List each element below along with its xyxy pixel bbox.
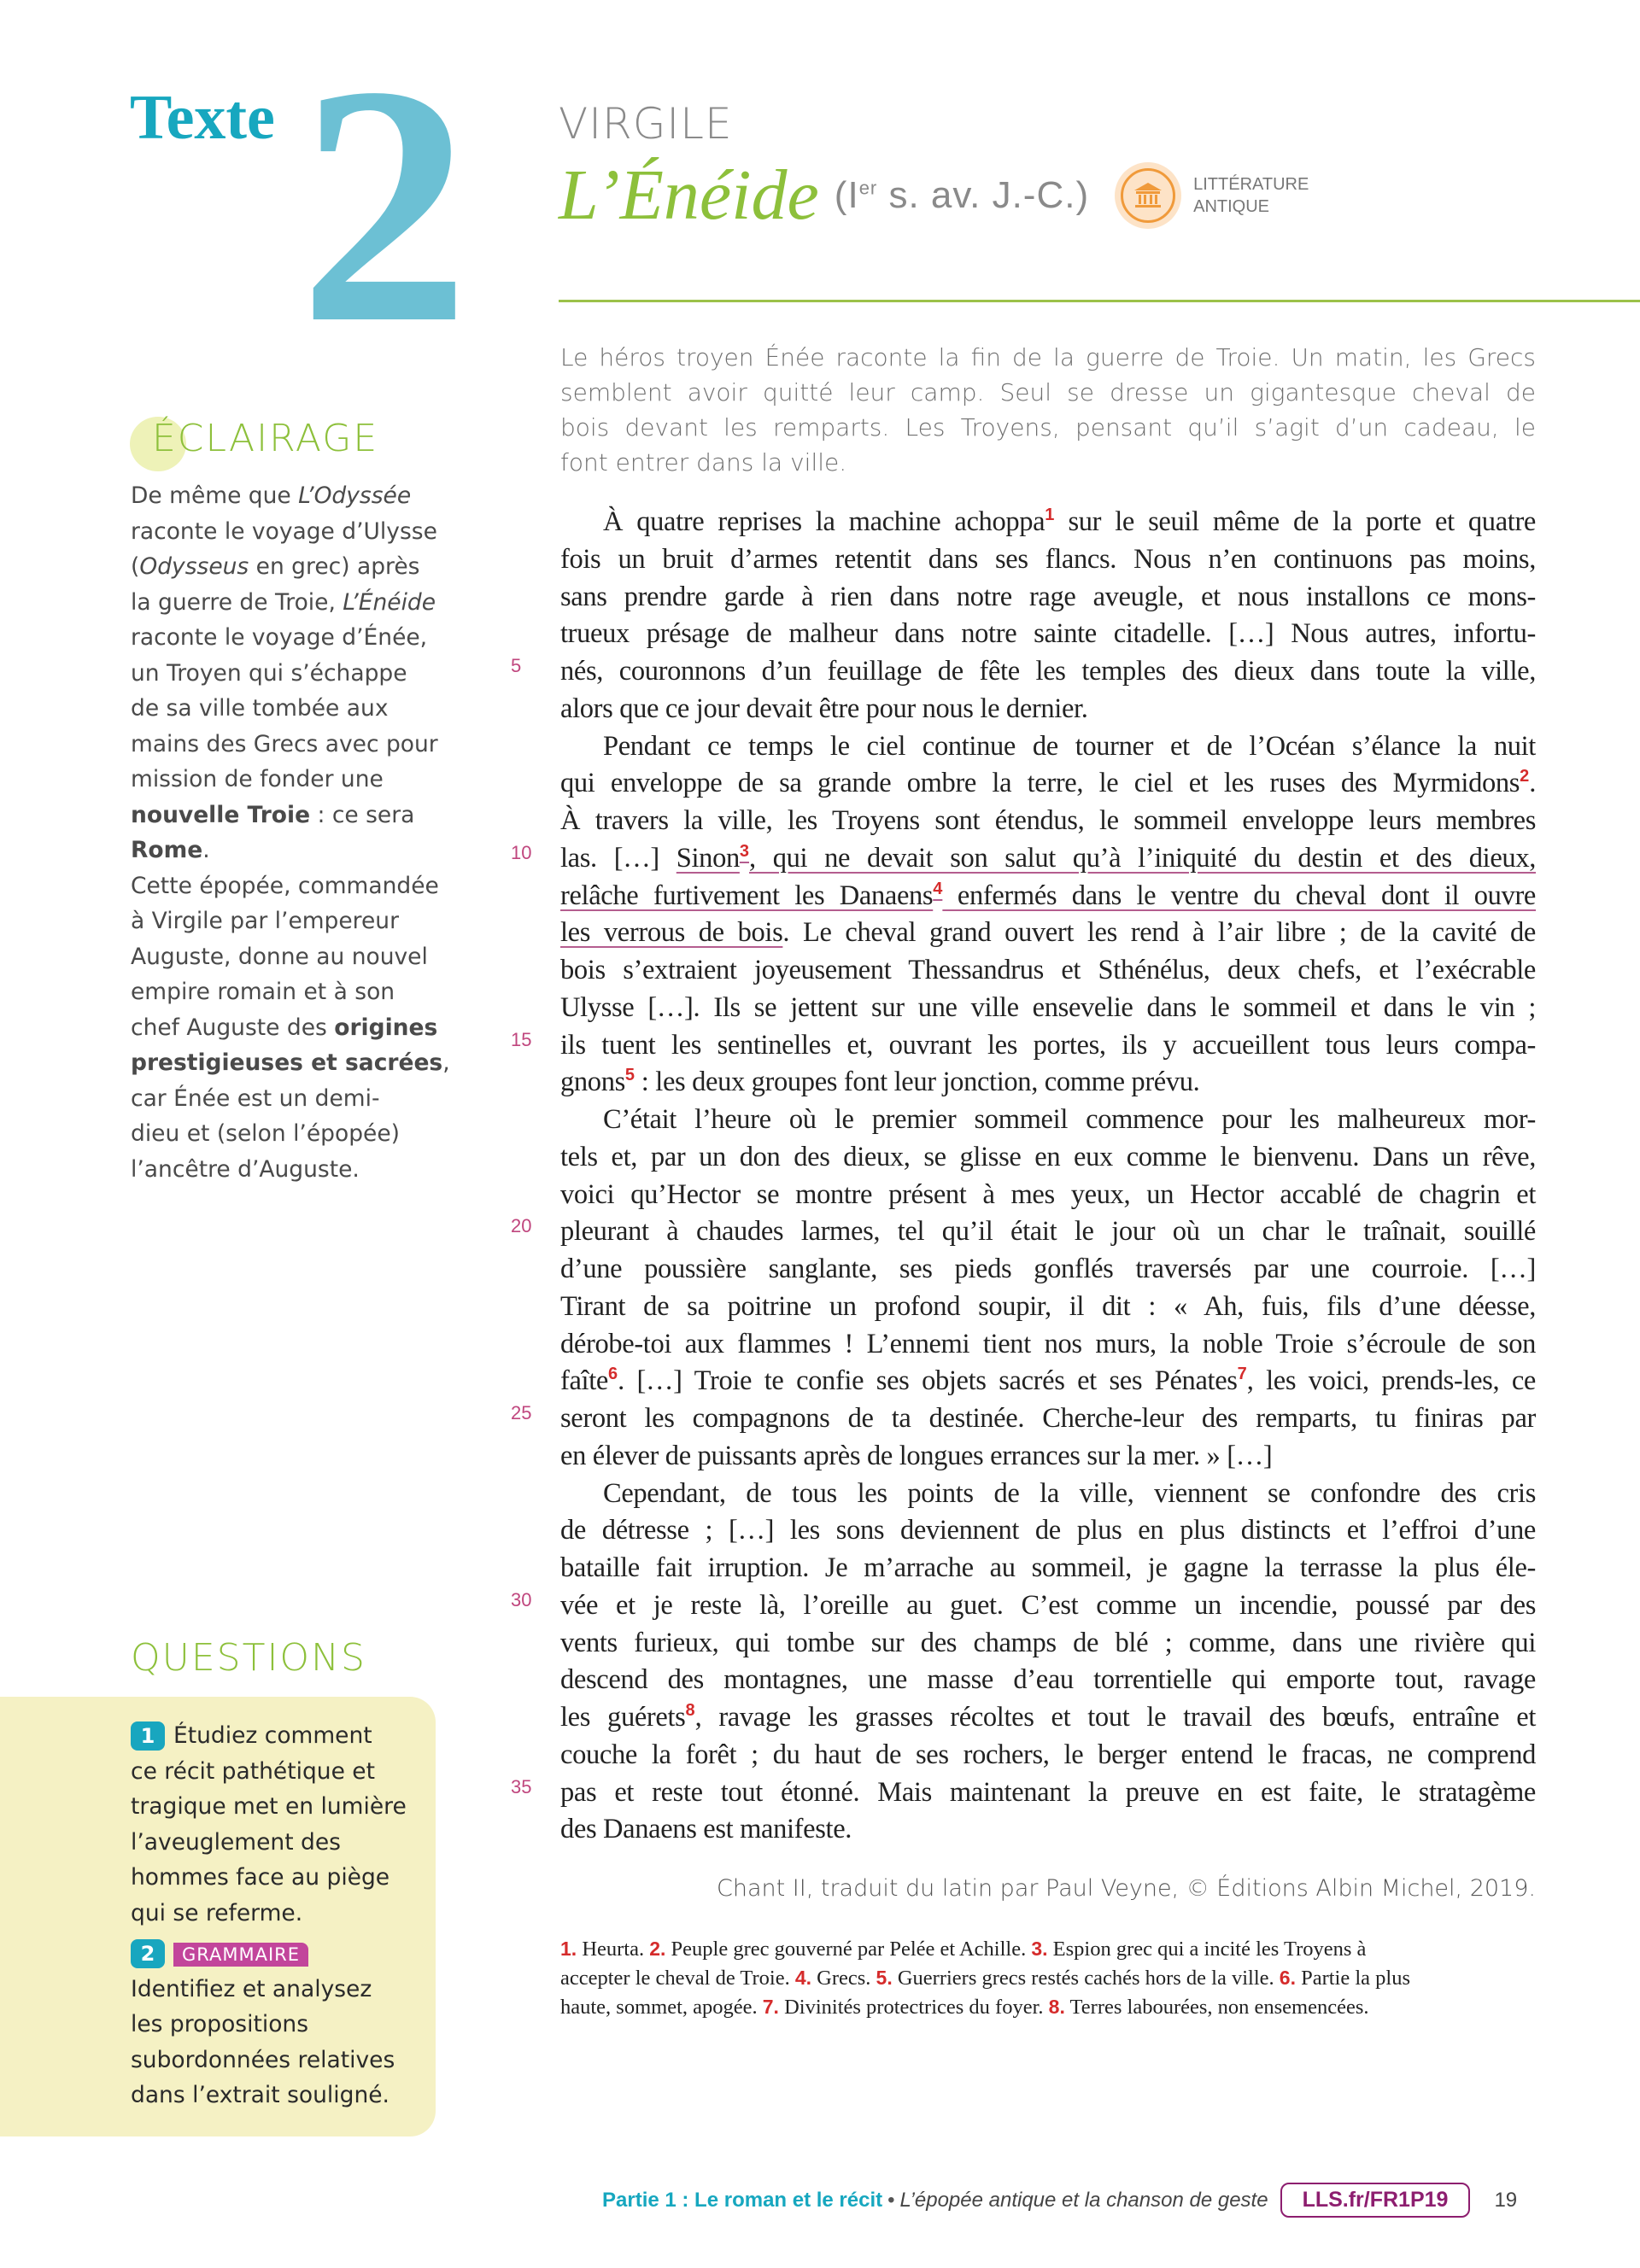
footer-separator: • xyxy=(887,2188,895,2212)
eclairage-text xyxy=(131,478,450,1187)
eclairage-line xyxy=(131,833,450,868)
footnote-number: 6. xyxy=(1279,1967,1296,1989)
bold-text: prestigieuses et sacrées xyxy=(131,1049,443,1076)
intro-line: semblent avoir quitté leur camp. Seul se dresse un gigantesque cheval de xyxy=(560,378,1536,406)
text-span: en élever de puissants après de longues errances sur la mer. » […] xyxy=(560,1440,1273,1471)
footer-part: Partie 1 : Le roman et le récit xyxy=(602,2188,883,2212)
eclairage-line xyxy=(131,974,450,1010)
text-span: tels et, par un don des dieux, se glisse en eux comme le bienvenu. Dans un rêve, xyxy=(560,1141,1536,1172)
text-line xyxy=(560,616,1536,653)
footnote-ref: 5 xyxy=(624,1066,636,1085)
text-line xyxy=(560,728,1536,766)
bold-text: origines xyxy=(334,1014,438,1041)
text-span: trueux présage de malheur dans notre sainte citadelle. […] Nous autres, infortu- xyxy=(560,618,1536,650)
grammar-tag: GRAMMAIRE xyxy=(173,1943,308,1967)
footnote-text: Grecs. xyxy=(811,1967,876,1990)
text-span: Cette épopée, commandée xyxy=(131,872,439,899)
eclairage-line xyxy=(131,514,450,550)
underlined-text: enfermés dans le ventre du cheval dont il ouvre xyxy=(942,880,1537,911)
question-line: subordonnées relatives xyxy=(131,2046,395,2073)
underlined-text: les verrous de bois xyxy=(560,917,783,949)
text-label: Texte xyxy=(130,83,275,153)
text-span: de détresse ; […] les sons deviennent de plus en plus distincts et l’effroi d’une xyxy=(560,1515,1536,1546)
footnote-text: Espion grec qui a incité les Troyens à xyxy=(1047,1938,1367,1961)
text-span: . xyxy=(1529,768,1536,799)
footnote-ref: 3 xyxy=(739,841,750,861)
intro-line: Le héros troyen Énée raconte la fin de la guerre de Troie. Un matin, les Grecs xyxy=(560,343,1536,371)
text-line xyxy=(560,1251,1536,1289)
footnote-line xyxy=(560,1964,1536,1993)
text-span: sur le seuil même de la porte et quatre xyxy=(1054,506,1537,537)
bold-text: nouvelle Troie xyxy=(131,801,311,828)
text-line xyxy=(560,803,1536,840)
text-line xyxy=(560,952,1536,990)
text-span: dérobe-toi aux flammes ! L’ennemi tient nos murs, la noble Troie s’écroule de son xyxy=(560,1328,1536,1359)
text-span: pleurant à chaudes larmes, tel qu’il était le jour où un char le traînait, souillé xyxy=(560,1216,1536,1248)
eclairage-line xyxy=(131,762,450,798)
footnote-ref: 6 xyxy=(607,1365,618,1384)
footnote-ref: 1 xyxy=(1045,506,1055,525)
text-span: des Danaens est manifeste. xyxy=(560,1814,852,1845)
text-line xyxy=(560,1811,1536,1849)
text-line xyxy=(560,504,1536,541)
eclairage-line xyxy=(131,1152,450,1188)
line-number: 5 xyxy=(511,655,522,676)
text-line xyxy=(560,1102,1536,1139)
text-line xyxy=(560,1625,1536,1663)
question-line: tragique met en lumière xyxy=(131,1793,407,1820)
footnote-number: 4. xyxy=(794,1967,812,1989)
text-line xyxy=(560,915,1536,952)
eclairage-line xyxy=(131,798,450,833)
text-span: gnons xyxy=(560,1067,625,1098)
text-span: dieu et (selon l’épopée) xyxy=(131,1120,400,1147)
text-line xyxy=(560,1064,1536,1102)
text-line xyxy=(560,1289,1536,1326)
text-line xyxy=(560,1139,1536,1177)
text-span: : les deux groupes font leur jonction, comme prévu. xyxy=(635,1067,1200,1098)
text-span: raconte le voyage d’Ulysse xyxy=(131,517,437,545)
footnotes xyxy=(560,1935,1536,2022)
footnote-ref: 8 xyxy=(685,1701,695,1721)
footnote-line xyxy=(560,1935,1536,1964)
text-span: C’était l’heure où le premier sommeil commence pour les malheureux mor- xyxy=(603,1104,1536,1135)
text-span: : ce sera xyxy=(310,801,415,828)
author-name: VIRGILE xyxy=(559,99,733,149)
text-span: , xyxy=(442,1049,450,1076)
line-number: 25 xyxy=(511,1402,532,1423)
footnote-text: Divinités protectrices du foyer. xyxy=(778,1996,1049,2019)
footer-chapter: L’épopée antique et la chanson de geste xyxy=(899,2188,1268,2212)
footnote-text: Partie la plus xyxy=(1295,1967,1411,1990)
text-line xyxy=(560,1699,1536,1737)
text-span: Pendant ce temps le ciel continue de tourner et de l’Océan s’élance la nuit xyxy=(603,730,1536,762)
text-span: faîte xyxy=(560,1365,608,1397)
text-line xyxy=(560,1550,1536,1587)
question-line: ce récit pathétique et xyxy=(131,1757,376,1785)
footnote-text: haute, sommet, apogée. xyxy=(560,1996,763,2019)
footnote-text: Guerriers grecs restés cachés hors de la ville. xyxy=(892,1967,1280,1990)
footnote-number: 1. xyxy=(560,1938,577,1960)
text-span: Cependant, de tous les points de la ville, viennent se confondre des cris xyxy=(603,1477,1536,1509)
text-span: ils tuent les sentinelles et, ouvrant les portes, ils y accueillent tous leurs compa- xyxy=(560,1029,1536,1061)
text-span: d’une poussière sanglante, ses pieds gonflés traversés par une courroie. […] xyxy=(560,1254,1536,1284)
text-line xyxy=(511,653,1536,691)
text-line xyxy=(560,691,1536,728)
questions-list xyxy=(131,1718,407,2113)
intro-line: font entrer dans la ville. xyxy=(560,448,847,476)
text-number: 2 xyxy=(299,15,470,394)
question-line: les propositions xyxy=(131,2011,309,2037)
italic-text: L’Énéide xyxy=(343,588,436,616)
text-line xyxy=(560,579,1536,617)
text-span: . Le cheval grand ouvert les rend à l’air libre ; de la cavité de xyxy=(782,917,1536,949)
page-footer xyxy=(602,2183,1517,2218)
page-number: 19 xyxy=(1494,2188,1518,2212)
text-span: . xyxy=(202,837,210,863)
text-span: voici qu’Hector se montre présent à mes yeux, un Hector accablé de chagrin et xyxy=(560,1178,1536,1210)
text-span: empire romain et à son xyxy=(131,979,395,1005)
intro-paragraph xyxy=(560,340,1536,480)
question-1 xyxy=(131,1718,407,1931)
text-span: chef Auguste des xyxy=(131,1014,335,1041)
text-span: qui enveloppe de sa grande ombre la terre, le ciel et les ruses des Myrmidons xyxy=(560,768,1520,799)
text-line xyxy=(560,1177,1536,1214)
genre-label xyxy=(1193,173,1309,218)
footnote-number: 5. xyxy=(876,1967,893,1989)
genre-line-2: ANTIQUE xyxy=(1193,196,1270,216)
text-span: las. […] xyxy=(560,842,676,874)
question-line: l’aveuglement des xyxy=(131,1828,341,1856)
text-span: bataille fait irruption. Je m’arrache au sommeil, je gagne la terrasse la plus éle- xyxy=(560,1552,1536,1583)
text-line xyxy=(511,1400,1536,1438)
header-divider xyxy=(559,300,1640,302)
text-span: ( xyxy=(131,553,140,580)
line-number: 10 xyxy=(511,841,532,863)
text-span: , ravage les grasses récoltes et tout le travail des bœufs, entraîne et xyxy=(694,1702,1536,1733)
text-line xyxy=(511,1587,1536,1625)
intro-line: bois devant les remparts. Les Troyens, pensant qu’il s’agit d’un cadeau, le xyxy=(560,413,1536,441)
question-line: qui se referme. xyxy=(131,1899,303,1926)
text-span: fois un bruit d’armes retentit dans ses flancs. Nous n’en continuons pas moins, xyxy=(560,543,1536,575)
question-line: hommes face au piège xyxy=(131,1864,390,1891)
date-sup: er xyxy=(858,176,878,198)
text-span: vée et je reste là, l’oreille au guet. C’est comme un incendie, poussé par des xyxy=(560,1589,1536,1621)
text-span: mission de fonder une xyxy=(131,766,384,792)
text-span: mains des Grecs avec pour xyxy=(131,730,438,757)
footnote-ref: 7 xyxy=(1237,1365,1247,1384)
text-span: couche la forêt ; du haut de ses rochers, le berger entend le fracas, ne comprend xyxy=(560,1739,1536,1770)
footnote-number: 8. xyxy=(1048,1996,1065,2018)
eclairage-line xyxy=(131,656,450,692)
eclairage-line xyxy=(131,903,450,939)
eclairage-line xyxy=(131,691,450,727)
footnote-number: 2. xyxy=(649,1938,666,1960)
text-line xyxy=(511,840,1536,878)
eclairage-line xyxy=(131,1010,450,1046)
work-date xyxy=(835,174,1089,217)
footnote-text: Terres labourées, non ensemencées. xyxy=(1064,1996,1369,2019)
text-span: raconte le voyage d’Énée, xyxy=(131,624,428,651)
text-line xyxy=(511,1774,1536,1812)
greek-temple-icon xyxy=(1115,162,1181,229)
eclairage-line xyxy=(131,585,450,621)
text-span: bois s’extraient joyeusement Thessandrus et Sthénélus, deux chefs, et l’exécrable xyxy=(560,955,1536,985)
text-line xyxy=(511,1213,1536,1251)
genre-line-1: LITTÉRATURE xyxy=(1193,174,1309,194)
eclairage-line xyxy=(131,868,450,904)
text-span: de sa ville tombée aux xyxy=(131,695,389,722)
text-span: la guerre de Troie, xyxy=(131,588,343,616)
underlined-text: Sinon xyxy=(676,842,740,874)
italic-text: L’Odyssée xyxy=(298,482,412,509)
eclairage-title: ÉCLAIRAGE xyxy=(152,417,379,460)
text-line xyxy=(560,765,1536,803)
eclairage-line xyxy=(131,478,450,514)
text-span: Tirant de sa poitrine un profond soupir, il dit : « Ah, fuis, fils d’une déesse, xyxy=(560,1290,1536,1322)
text-span: Ulysse […]. Ils se jettent sur une ville ensevelie dans le sommeil et dans le vin ; xyxy=(560,991,1536,1023)
text-span: . […] Troie te confie ses objets sacrés et ses Pénates xyxy=(618,1365,1238,1397)
question-2 xyxy=(131,1936,407,2113)
text-line xyxy=(560,1363,1536,1400)
question-line: dans l’extrait souligné. xyxy=(131,2082,390,2108)
text-span: vents furieux, qui tombe sur des champs de blé ; comme, dans une rivière qui xyxy=(560,1627,1536,1658)
text-span: sans prendre garde à rien dans notre rage aveugle, et nous installons ce mons- xyxy=(560,581,1536,612)
text-span: pas et reste tout étonné. Mais maintenant la preuve en est faite, le stratagème xyxy=(560,1776,1536,1808)
work-title: L’Énéide xyxy=(559,155,819,235)
text-span: nés, couronnons d’un feuillage de fête les temples des dieux dans toute la ville, xyxy=(560,656,1536,687)
text-line xyxy=(560,878,1536,915)
text-span: seront les compagnons de ta destinée. Cherche-leur des remparts, tu finiras par xyxy=(560,1403,1536,1434)
footnote-number: 3. xyxy=(1031,1938,1048,1960)
footnote-number: 7. xyxy=(762,1996,779,2018)
text-span: descend des montagnes, une masse d’eau torrentielle qui emporte tout, ravage xyxy=(560,1664,1536,1696)
questions-title: QUESTIONS xyxy=(131,1636,366,1680)
source-citation: Chant II, traduit du latin par Paul Veyne, © Éditions Albin Michel, 2019. xyxy=(716,1875,1536,1902)
eclairage-line xyxy=(131,939,450,975)
italic-text: Odysseus xyxy=(139,553,249,580)
footnote-text: Peuple grec gouverné par Pelée et Achille. xyxy=(665,1938,1032,1961)
footnote-line xyxy=(560,1993,1536,2022)
text-line xyxy=(560,1438,1536,1476)
footnote-ref: 4 xyxy=(933,879,943,898)
text-span: l’ancêtre d’Auguste. xyxy=(131,1155,360,1183)
date-rest: s. av. J.-C.) xyxy=(877,173,1090,216)
text-line xyxy=(560,990,1536,1027)
text-span: car Énée est un demi- xyxy=(131,1084,380,1112)
eclairage-line xyxy=(131,1081,450,1117)
lls-link[interactable]: LLS.fr/FR1P19 xyxy=(1280,2183,1471,2218)
question-number-badge: 2 xyxy=(131,1939,165,1968)
text-span: À quatre reprises la machine achoppa xyxy=(603,506,1046,537)
text-line xyxy=(511,1027,1536,1065)
text-span: Auguste, donne au nouvel xyxy=(131,943,428,970)
footnote-text: accepter le cheval de Troie. xyxy=(560,1967,795,1990)
text-span: De même que xyxy=(131,482,299,509)
bold-text: Rome xyxy=(131,837,203,863)
text-line xyxy=(560,1476,1536,1513)
text-span: un Troyen qui s’échappe xyxy=(131,659,407,687)
text-line xyxy=(560,1326,1536,1364)
title-row xyxy=(559,154,1309,237)
text-span: alors que ce jour devait être pour nous le dernier. xyxy=(560,693,1088,724)
text-line xyxy=(560,1512,1536,1550)
eclairage-line xyxy=(131,1045,450,1081)
line-number: 15 xyxy=(511,1028,532,1050)
underlined-text: relâche furtivement les Danaens xyxy=(560,880,934,911)
line-number: 35 xyxy=(511,1775,532,1797)
underlined-text: , qui ne devait son salut qu’à l’iniquité du destin et des dieux, xyxy=(749,842,1536,874)
text-span: les guérets xyxy=(560,1702,686,1733)
line-number: 30 xyxy=(511,1588,532,1610)
question-line: Identifiez et analysez xyxy=(131,1975,372,2002)
text-span: , les voici, prends-les, ce xyxy=(1246,1365,1536,1397)
text-line xyxy=(560,1737,1536,1774)
footnote-text: Heurta. xyxy=(577,1938,650,1961)
text-line xyxy=(560,1662,1536,1699)
text-line xyxy=(560,541,1536,579)
date-open: (I xyxy=(834,173,859,216)
text-span: à Virgile par l’empereur xyxy=(131,908,399,934)
eclairage-line xyxy=(131,727,450,763)
line-number: 20 xyxy=(511,1215,532,1237)
main-text xyxy=(511,504,1537,1849)
footnote-ref: 2 xyxy=(1520,767,1530,786)
eclairage-line xyxy=(131,549,450,585)
text-span: À travers la ville, les Troyens sont étendus, le sommeil enveloppe leurs membres xyxy=(560,805,1536,836)
question-number-badge: 1 xyxy=(131,1721,165,1751)
eclairage-line xyxy=(131,620,450,656)
text-span: en grec) après xyxy=(249,553,420,580)
eclairage-line xyxy=(131,1116,450,1152)
question-line: Étudiez comment xyxy=(173,1722,372,1749)
